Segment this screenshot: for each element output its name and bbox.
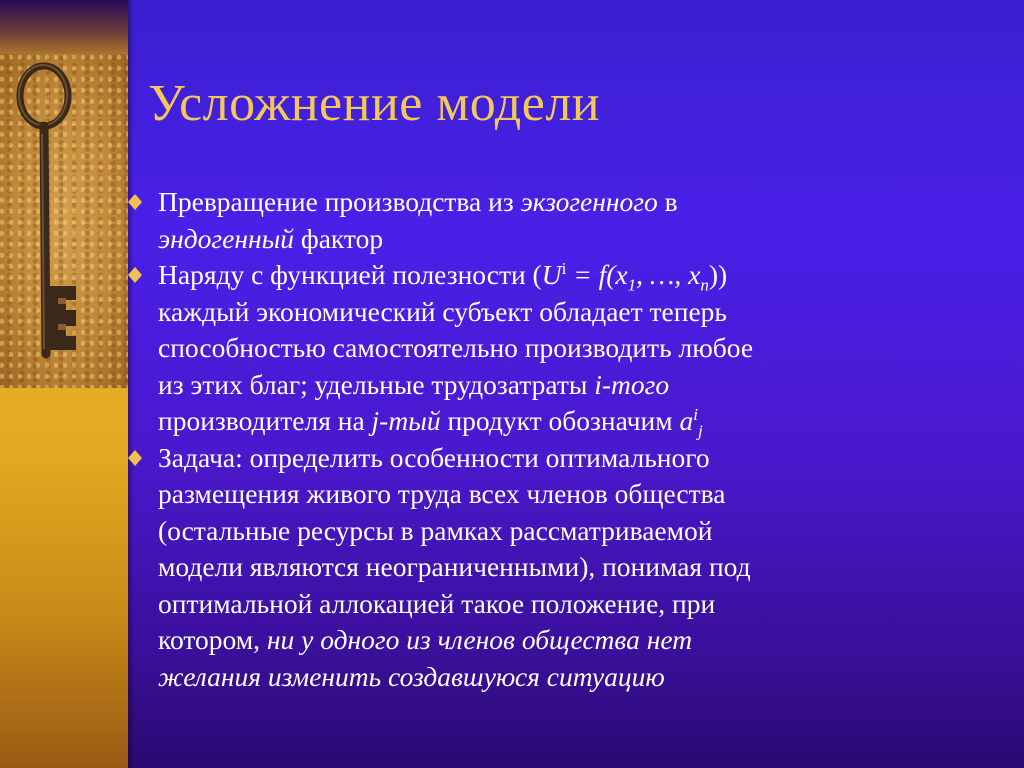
text-segment: способностью самостоятельно производить любое (158, 332, 754, 363)
text-segment: размещения живого труда всех членов общества (158, 478, 726, 509)
text-segment: a (679, 405, 694, 436)
text-segment: )) (708, 259, 728, 290)
text-segment: эндогенный (158, 222, 295, 254)
text-segment: оптимальной аллокацией такое положение, при (158, 587, 716, 619)
bullet-item (120, 440, 920, 696)
bullet-item (120, 184, 920, 257)
bullet-text-line (158, 659, 920, 696)
bullet-text-line (158, 221, 920, 258)
superscript: i (693, 404, 698, 424)
text-segment: модели являются неограниченными), понимая под (158, 551, 751, 582)
text-segment: каждый экономический субъект обладает теперь (158, 295, 727, 327)
text-segment: из этих благ; удельные трудозатраты (158, 368, 595, 400)
bullet-text-line (158, 440, 920, 477)
subscript: n (700, 275, 709, 295)
text-segment: Превращение производства из (158, 186, 521, 217)
key-photo (0, 54, 128, 388)
text-segment: = f(x (566, 259, 628, 290)
text-segment: желания изменить создавшуюся ситуацию (158, 660, 665, 692)
bullet-text-line (158, 330, 920, 367)
text-segment: , …, x (636, 259, 701, 290)
text-segment: в (657, 186, 678, 217)
bullet-text-line (158, 476, 920, 513)
text-segment: U (541, 259, 562, 290)
bullet-item (120, 257, 920, 440)
bullet-list (120, 184, 920, 695)
bullet-text-line (158, 257, 920, 294)
text-segment: (остальные ресурсы в рамках рассматриваемой (158, 514, 713, 546)
bullet-text-line (158, 513, 920, 550)
bullet-text-line (158, 622, 920, 659)
bullet-text-line (158, 184, 920, 221)
key-icon (0, 54, 128, 388)
text-segment: i-того (594, 368, 670, 400)
text-segment: производителя на (158, 405, 372, 436)
bullet-text-line (158, 549, 920, 586)
bullet-text-line (158, 403, 920, 440)
bullet-text-line (158, 586, 920, 623)
text-segment: Наряду с функцией полезности ( (158, 259, 542, 290)
bullet-text-line (158, 294, 920, 331)
text-segment: ни у одного из членов общества нет (266, 624, 693, 655)
diamond-bullet-icon (128, 194, 142, 210)
subscript: 1 (627, 275, 637, 295)
text-segment: котором, (158, 624, 267, 655)
text-segment: j-тый (371, 405, 441, 436)
diamond-bullet-icon (128, 450, 142, 466)
subscript: j (698, 421, 703, 441)
text-segment: фактор (294, 222, 384, 254)
bullet-text-line (158, 367, 920, 404)
text-segment: экзогенного (520, 186, 658, 217)
superscript: i (561, 258, 567, 278)
diamond-bullet-icon (128, 267, 142, 283)
slide-title: Усложнение модели (148, 75, 601, 132)
text-segment: Задача: определить особенности оптимального (158, 441, 710, 473)
text-segment: продукт обозначим (440, 405, 680, 436)
